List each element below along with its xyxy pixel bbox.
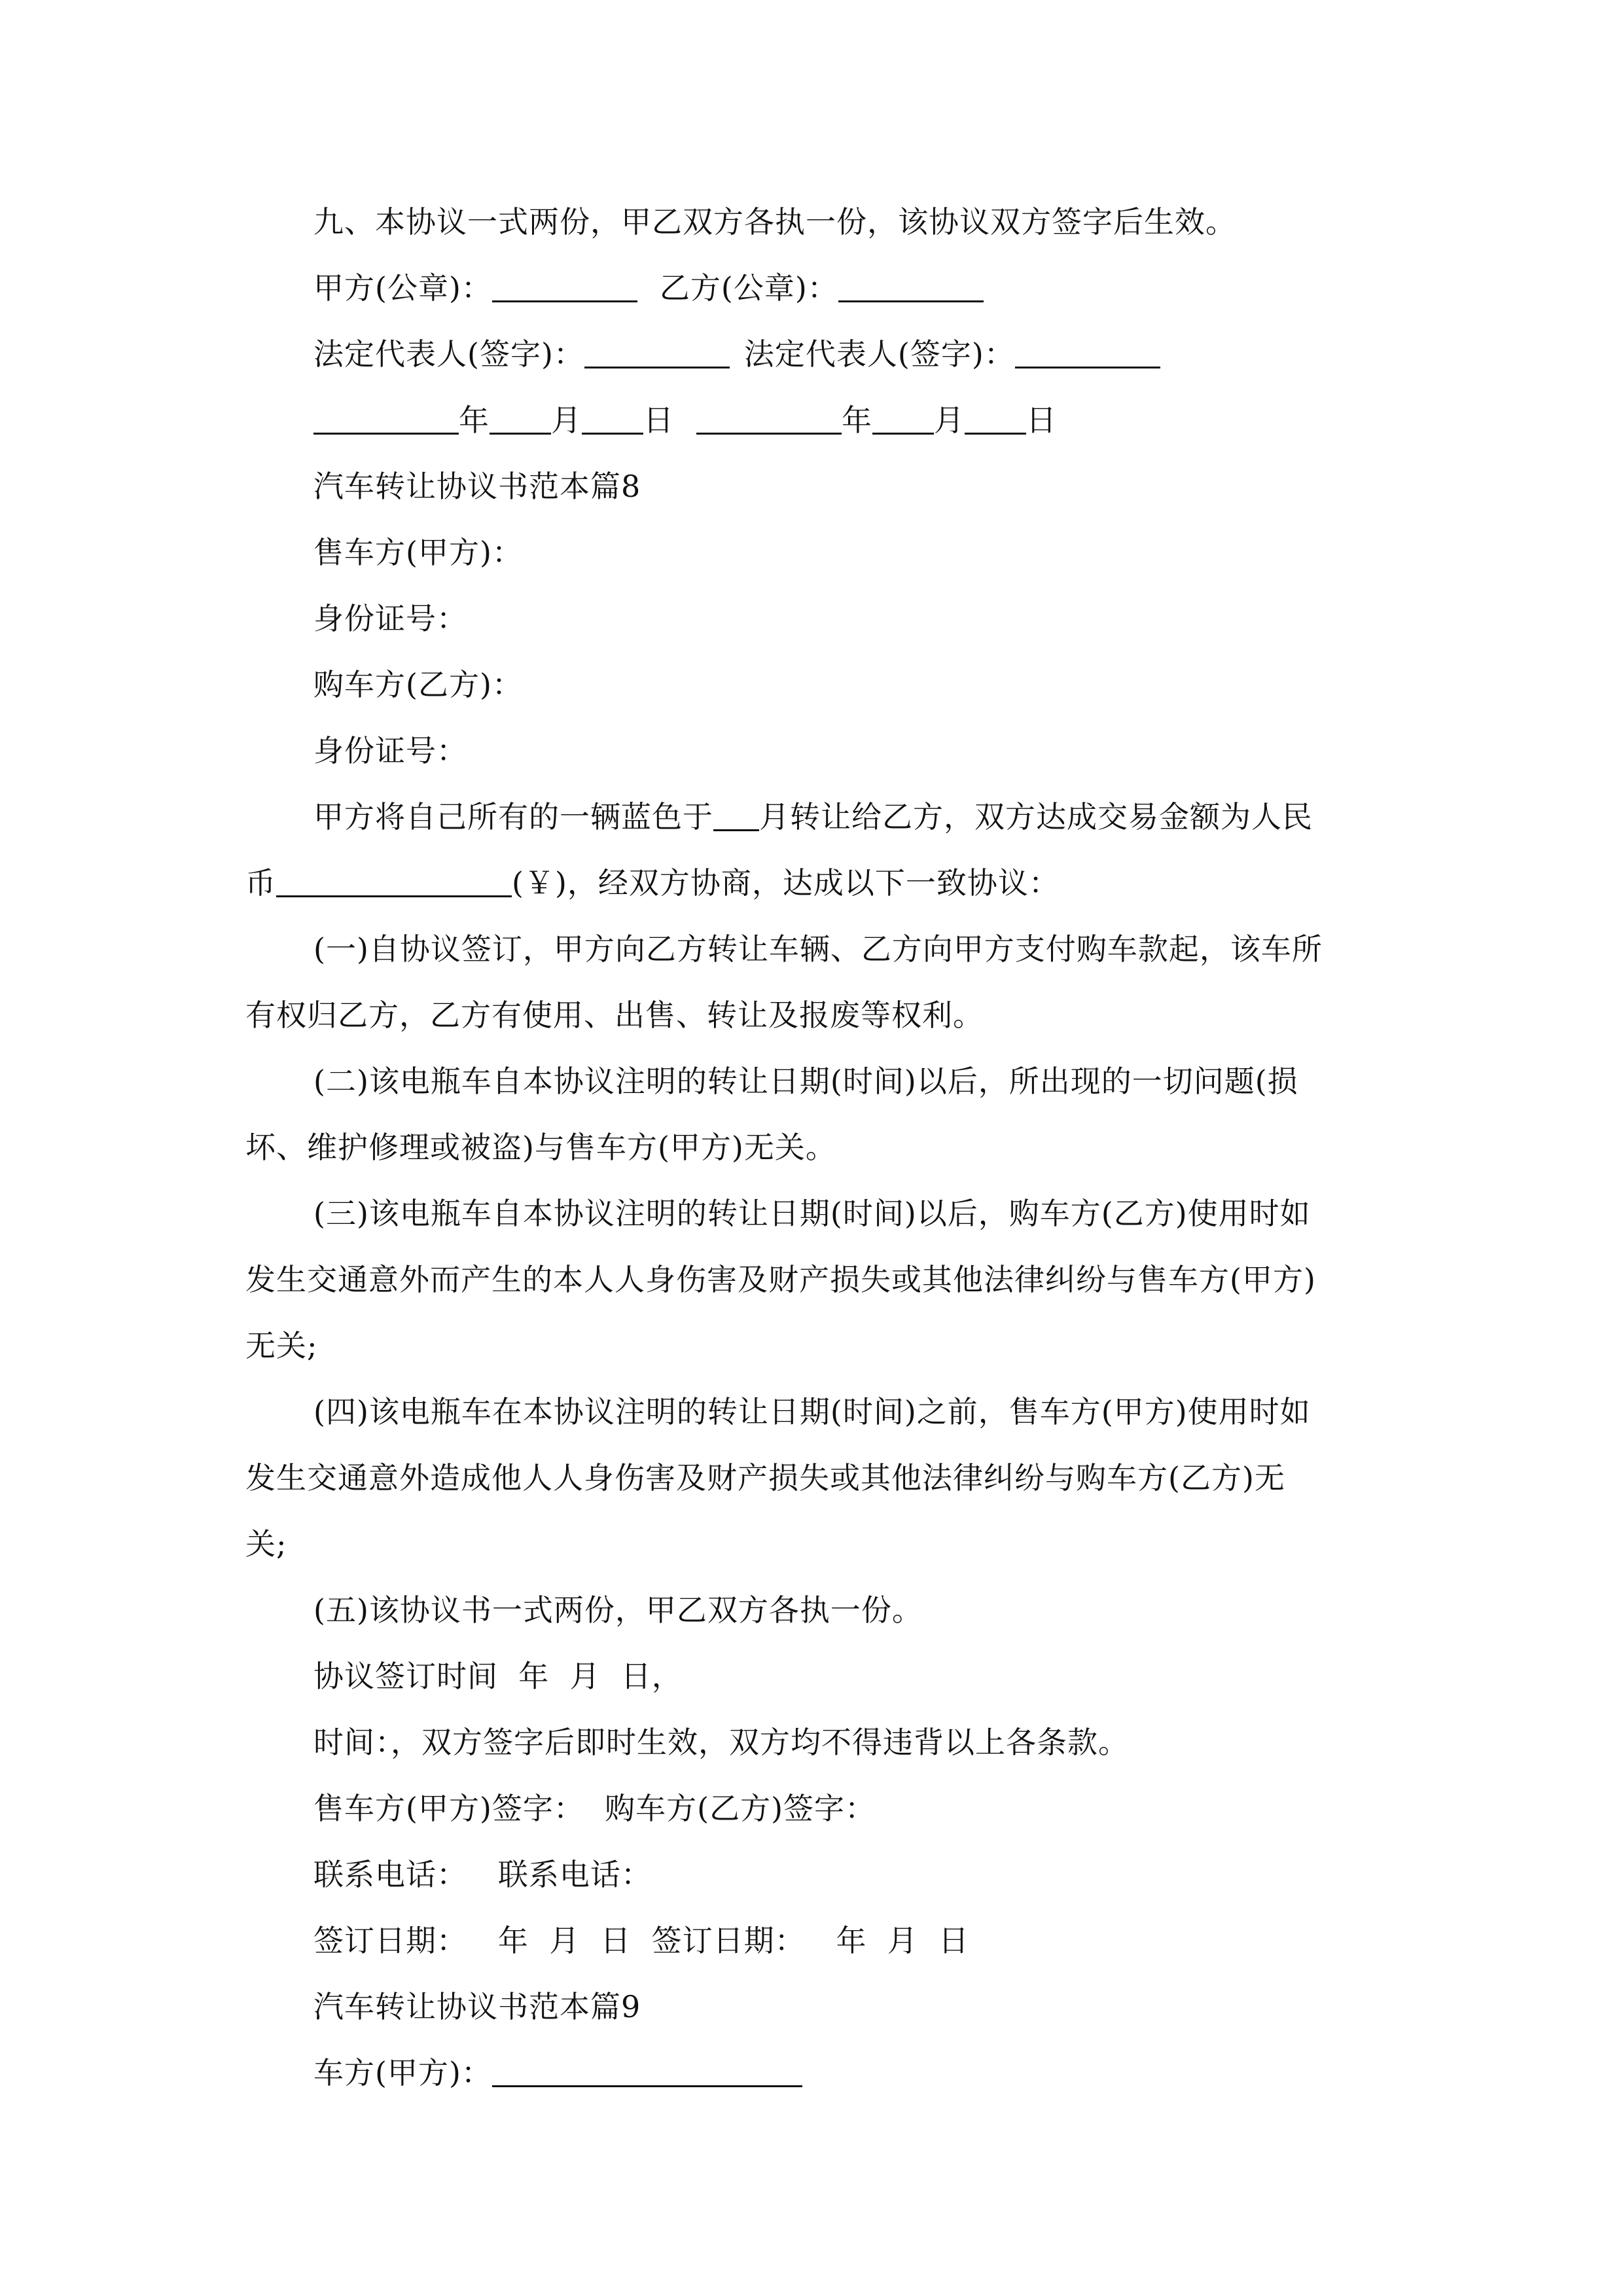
amount-blank <box>276 863 512 897</box>
section-heading-9-text: 汽车转让协议书范本篇9 <box>313 1989 641 2024</box>
party-a-rep-blank <box>584 334 730 368</box>
seller-id-line <box>245 598 1397 664</box>
clause-3-text-3: 无关; <box>245 1328 318 1363</box>
year-label-a: 年 <box>459 403 490 438</box>
section-heading-8-text: 汽车转让协议书范本篇8 <box>313 469 641 504</box>
month-blank-a <box>490 400 551 435</box>
clause-5-line <box>245 1590 1397 1656</box>
document-body <box>245 202 1397 2119</box>
phones-line <box>245 1854 1397 1920</box>
clause-2-text-1: (二)该电瓶车自本协议注明的转让日期(时间)以后，所出现的一切问题(损 <box>313 1064 1298 1099</box>
year-blank-b <box>696 400 842 435</box>
clause-2-line-1 <box>245 1061 1397 1127</box>
signatures-text: 售车方(甲方)签字： 购车方(乙方)签字： <box>313 1791 876 1826</box>
clause-4-text-3: 关; <box>245 1526 287 1562</box>
month-blank <box>713 797 759 831</box>
clause-1-text-1: (一)自协议签订，甲方向乙方转让车辆、乙方向甲方支付购车款起，该车所 <box>313 931 1323 967</box>
day-blank-a <box>582 400 643 435</box>
clause-2-text-2: 坏、维护修理或被盗)与售车方(甲方)无关。 <box>245 1130 836 1165</box>
clause-nine-text: 九、本协议一式两份，甲乙双方各执一份，该协议双方签字后生效。 <box>313 204 1236 240</box>
effect-line <box>245 1722 1397 1788</box>
clause-nine <box>245 202 1397 268</box>
preamble-part-2: 月转让给乙方，双方达成交易金额为人民 <box>759 799 1313 834</box>
day-label-b: 日 <box>1026 403 1057 438</box>
seal-line <box>245 268 1397 334</box>
month-blank-b <box>872 400 934 435</box>
clause-4-text-2: 发生交通意外造成他人人身伤害及财产损失或其他法律纠纷与购车方(乙方)无 <box>245 1460 1285 1496</box>
preamble-part-1: 甲方将自己所有的一辆蓝色于 <box>313 799 713 834</box>
party-a-rep-label: 法定代表人(签字)： <box>313 336 584 372</box>
buyer-line <box>245 664 1397 730</box>
signatures-line <box>245 1788 1397 1854</box>
buyer-id-label: 身份证号： <box>313 733 467 768</box>
clause-2-line-2 <box>245 1127 1397 1193</box>
last-seller-line <box>245 2053 1397 2119</box>
last-seller-blank <box>492 2053 802 2087</box>
sign-dates-line <box>245 1920 1397 1986</box>
sign-dates-text: 签订日期： 年 月 日 签订日期： 年 月 日 <box>313 1923 969 1958</box>
month-label-b: 月 <box>934 403 965 438</box>
clause-3-line-2 <box>245 1259 1397 1325</box>
buyer-id-line <box>245 730 1397 797</box>
sign-time-text: 协议签订时间 年 月 日， <box>313 1659 683 1694</box>
party-a-seal-blank <box>492 268 637 302</box>
day-label-a: 日 <box>643 403 674 438</box>
clause-5-text: (五)该协议书一式两份，甲乙双方各执一份。 <box>313 1592 923 1628</box>
clause-1-line-1 <box>245 929 1397 995</box>
clause-4-text-1: (四)该电瓶车在本协议注明的转让日期(时间)之前，售车方(甲方)使用时如 <box>313 1394 1311 1429</box>
preamble-line-2 <box>245 863 1397 929</box>
clause-1-text-2: 有权归乙方，乙方有使用、出售、转让及报废等权利。 <box>245 997 984 1033</box>
clause-4-line-3 <box>245 1524 1397 1590</box>
clause-3-line-3 <box>245 1325 1397 1391</box>
clause-3-text-2: 发生交通意外而产生的本人人身伤害及财产损失或其他法律纠纷与售车方(甲方) <box>245 1262 1316 1297</box>
clause-4-line-1 <box>245 1391 1397 1458</box>
preamble-part-4: (￥)，经双方协商，达成以下一致协议： <box>512 865 1060 901</box>
clause-1-line-2 <box>245 995 1397 1061</box>
phones-text: 联系电话： 联系电话： <box>313 1857 652 1892</box>
buyer-label: 购车方(乙方)： <box>313 667 523 702</box>
year-label-b: 年 <box>842 403 872 438</box>
clause-3-line-1 <box>245 1193 1397 1259</box>
party-a-seal-label: 甲方(公章)： <box>313 270 492 306</box>
party-b-rep-blank <box>1015 334 1160 368</box>
party-b-seal-label: 乙方(公章)： <box>659 270 838 306</box>
seller-id-label: 身份证号： <box>313 601 467 636</box>
section-heading-8 <box>245 466 1397 532</box>
seller-label: 售车方(甲方)： <box>313 535 523 570</box>
effect-text: 时间：，双方签字后即时生效，双方均不得违背以上各条款。 <box>313 1725 1129 1760</box>
party-b-seal-blank <box>838 268 984 302</box>
representative-line <box>245 334 1397 400</box>
preamble-line-1 <box>245 797 1397 863</box>
month-label-a: 月 <box>551 403 582 438</box>
clause-3-text-1: (三)该电瓶车自本协议注明的转让日期(时间)以后，购车方(乙方)使用时如 <box>313 1196 1311 1231</box>
party-b-rep-label: 法定代表人(签字)： <box>743 336 1015 372</box>
date-line <box>245 400 1397 466</box>
seller-line <box>245 532 1397 598</box>
day-blank-b <box>965 400 1026 435</box>
preamble-part-3: 币 <box>245 865 276 901</box>
section-heading-9 <box>245 1986 1397 2053</box>
sign-time-line <box>245 1656 1397 1722</box>
year-blank-a <box>313 400 459 435</box>
last-seller-label: 车方(甲方)： <box>313 2055 492 2090</box>
clause-4-line-2 <box>245 1458 1397 1524</box>
